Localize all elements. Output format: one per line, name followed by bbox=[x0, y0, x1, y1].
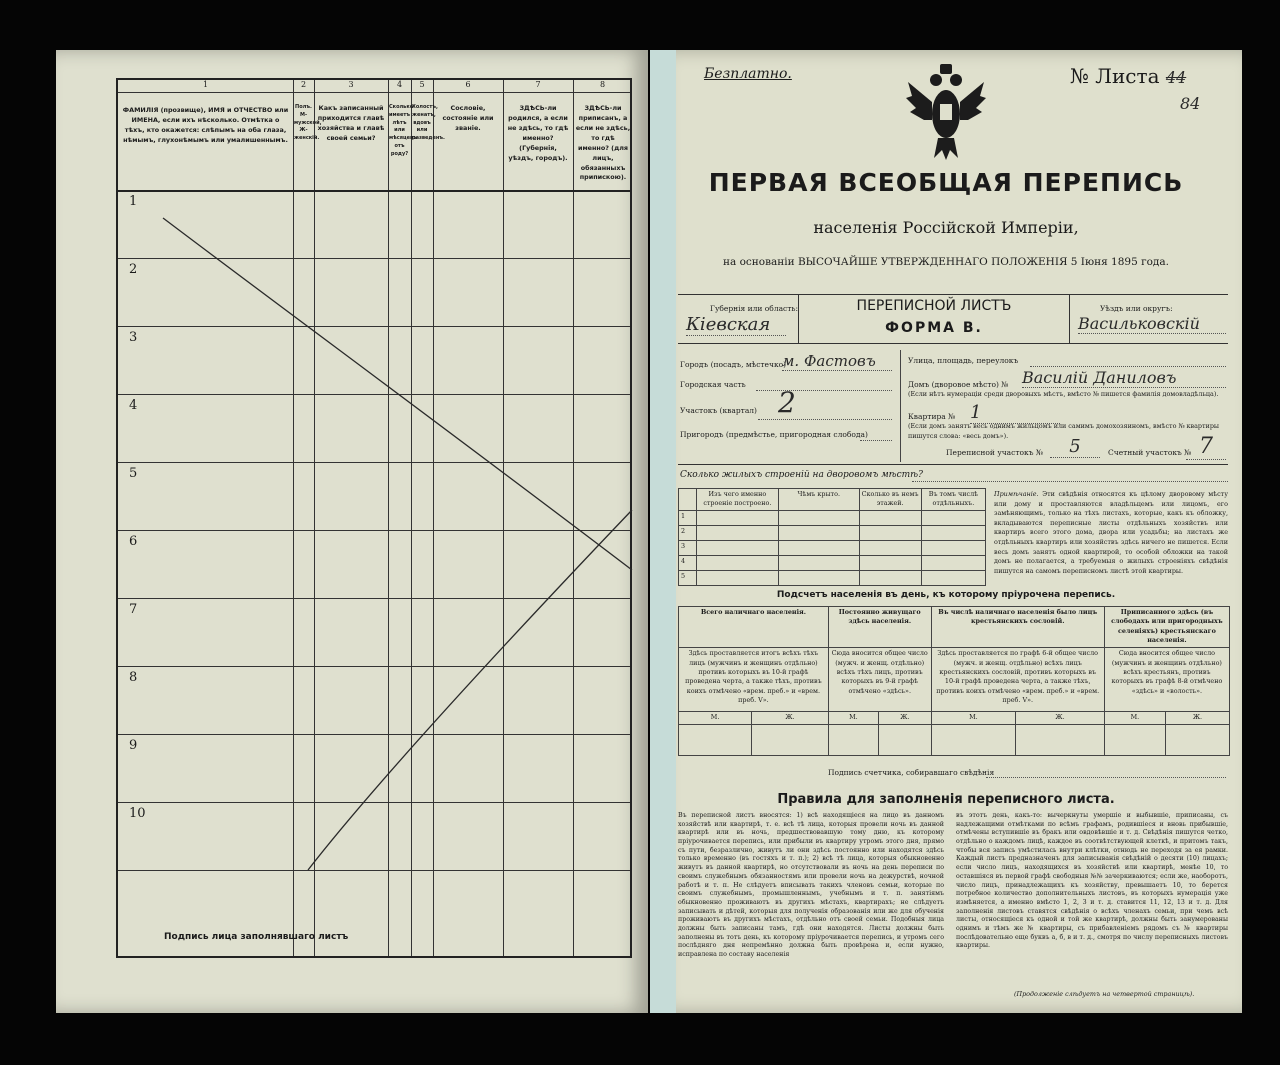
row-number: 9 bbox=[129, 738, 138, 753]
buildings-row-number: 3 bbox=[679, 540, 697, 555]
census-district-label: Переписной участокъ № bbox=[946, 448, 1043, 457]
rules-column-left: Въ переписной листъ вносятся: 1) всѣ находящіеся на лицо въ данномъ хозяйствѣ или квартирѣ, т. е. всѣ тѣ лица, которыя провели ночь въ данной квартирѣ или въ ночь, предшествовавшую тому дню, къ которому пріурочивается перепись, или прибыли въ квартиру утромъ этого дня, прямо съ пути, безразлично, живутъ ли они здѣсь постоянно или находятся здѣсь только временно (въ гостяхъ и т. п.); 2) всѣ тѣ лица, которыя обыкновенно живутъ въ данной квартирѣ, но отсутствовали въ ночь на день переписи по своимъ служебнымъ обязанностямъ или провели ночь на дежурствѣ, ночной работѣ и т. п. Не слѣдуетъ вписывать такихъ членовъ семьи, которые по своимъ служебнымъ, промышленнымъ, учебнымъ и т. п. занятіямъ обыкновенно проживаютъ въ другихъ мѣстахъ, квартирахъ; не слѣдуетъ записывать и дѣтей, которыя для полученія образованія или же для обученія проживаютъ въ другихъ мѣстахъ, отдѣльно отъ своей семьи. Подобныя лица должны быть записаны тамъ, гдѣ они находятся. Листы должны быть заполнены въ тотъ день, къ которому пріурочивается перепись, и утромъ сего послѣдняго дня непремѣнно должна быть провѣрена и, если нужно, исправлена по составу населенія bbox=[678, 812, 944, 958]
right-page bbox=[650, 50, 1242, 1013]
column-number: 3 bbox=[348, 80, 354, 89]
count-col-registered-text: Сюда вносится общее число (мужчинъ и женщинъ отдѣльно) всѣхъ крестьянъ, противъ которыхъ въ графѣ 8-й отмѣчено «здѣсь» и «волость». bbox=[1104, 648, 1229, 712]
note-heading: Примѣчаніе. bbox=[994, 490, 1039, 498]
count-district-label: Счетный участокъ № bbox=[1108, 448, 1192, 457]
row-number: 3 bbox=[129, 330, 138, 345]
row-number: 5 bbox=[129, 466, 138, 481]
buildings-note bbox=[994, 490, 1228, 576]
sheet-number-value: 44 bbox=[1165, 68, 1187, 87]
buildings-row-number: 4 bbox=[679, 555, 697, 570]
column-header-registration: ЗДѢСЬ-ли приписанъ, а если не здѣсь, то гдѣ именно? (для лицъ, обязанныхъ припискою). bbox=[575, 104, 631, 182]
buildings-table bbox=[678, 488, 986, 586]
apartment-note: (Если домъ занятъ весь однимъ жильцомъ или самимъ домохозяиномъ, вмѣсто № квартиры пишутся слова: «весь домъ»). bbox=[908, 422, 1219, 440]
buildings-row-number: 2 bbox=[679, 525, 697, 540]
female-label: Ж. bbox=[879, 712, 932, 725]
suburb-field bbox=[860, 438, 892, 441]
cross-out-strokes bbox=[118, 80, 634, 960]
male-label: М. bbox=[1104, 712, 1165, 725]
count-col-resident-head: Постоянно живущаго здѣсь населенія. bbox=[828, 607, 931, 648]
rules-column-right: въ этотъ день, какъ-то: вычеркнуты умершіе и выбывшіе, приписаны, съ надлежащими отмѣтками по всѣмъ графамъ, родившіеся и вновь прибывшіе, отмѣчены вступившіе въ бракъ или овдовѣвшіе и т. д. Свѣдѣнія пишутся четко, отдѣльно о каждомъ лицѣ, каждое въ соотвѣтствующей клеткѣ, и притомъ такъ, чтобы вся запись умѣстилась внутри клѣтки, отнюдь не переходя за ея рамки. Каждый листъ предназначенъ для записыванія свѣдѣній о десяти (10) лицахъ; если число лицъ, находящихся въ хозяйствѣ или квартирѣ, менѣе 10, то оставшіяся въ первой графѣ свободныя №№ зачеркиваются; если же, наоборотъ, число лицъ, принадлежащихъ къ хозяйству, превышаетъ 10, то берется потребное количество дополнительныхъ листовъ, въ которыхъ нумерація уже измѣняется, а именно вмѣсто 1, 2, 3 и т. д. ставится 11, 12, 13 и т. д. Для заполненія листовъ ставятся свѣдѣнія о всѣхъ членахъ семьи, при чемъ всѣ листы, относящіеся къ одной и той же квартирѣ, должны быть занумерованы однимъ и тѣмъ же № квартиры, съ прибавленіемъ рядомъ съ № квартиры послѣдовательно еще буквъ а, б, в и т. д., смотря по числу переписныхъ листовъ квартиры. bbox=[956, 812, 1228, 950]
house-note: (Если нѣтъ нумераціи среди дворовыхъ мѣстъ, вмѣсто № пишется фамилія домовладѣльца). bbox=[908, 390, 1219, 398]
row-number: 10 bbox=[129, 806, 146, 821]
province-value: Кіевская bbox=[686, 314, 786, 336]
continuation-note: (Продолженіе слѣдуетъ на четвертой страницѣ). bbox=[1014, 990, 1195, 998]
legal-basis: на основаніи ВЫСОЧАЙШЕ УТВЕРЖДЕННАГО ПОЛОЖЕНІЯ 5 Іюня 1895 года. bbox=[722, 256, 1169, 268]
column-header-marital: Холостъ, женатъ, вдовъ или разведенъ. bbox=[412, 104, 445, 141]
buildings-header-material: Изъ чего именно строеніе построено. bbox=[696, 489, 778, 511]
apartment-label: Квартира № bbox=[908, 412, 956, 421]
male-label: М. bbox=[828, 712, 878, 725]
count-col-peasant-head: Въ числѣ наличнаго населенія было лицъ крестьянскихъ сословій. bbox=[931, 607, 1104, 648]
count-district-value: 7 bbox=[1186, 434, 1226, 460]
province-label: Губернія или область: bbox=[710, 304, 799, 313]
form-letter: ФОРМА В. bbox=[885, 320, 983, 336]
column-number: 4 bbox=[396, 80, 403, 89]
row-number: 2 bbox=[129, 262, 138, 277]
female-label: Ж. bbox=[1016, 712, 1105, 725]
row-number: 4 bbox=[129, 398, 138, 413]
column-header-age: Сколько имеетъ лѣтъ или мѣсяцевъ отъ роду? bbox=[389, 104, 417, 157]
column-number: 6 bbox=[465, 80, 471, 89]
sheet-number-text: № Листа bbox=[1070, 64, 1160, 88]
suburb-label: Пригородъ (предмѣстье, пригородная слобода) bbox=[680, 430, 868, 439]
column-number: 8 bbox=[599, 80, 606, 89]
buildings-header-roof: Чѣмъ крыто. bbox=[779, 489, 859, 511]
row-number: 6 bbox=[129, 534, 138, 549]
row-number: 7 bbox=[129, 602, 138, 617]
free-label: Безплатно. bbox=[704, 66, 792, 82]
town-value: м. Фастовъ bbox=[782, 352, 892, 371]
imperial-eagle-emblem bbox=[906, 62, 986, 162]
row-number: 1 bbox=[129, 194, 138, 209]
quarter-value: 2 bbox=[758, 386, 892, 420]
column-number: 2 bbox=[300, 80, 307, 89]
row-number: 8 bbox=[129, 670, 138, 685]
buildings-row-number: 1 bbox=[679, 510, 697, 525]
buildings-header-separate: Въ томъ числѣ отдѣльныхъ. bbox=[921, 489, 985, 511]
count-col-total-head: Всего наличнаго населенія. bbox=[679, 607, 829, 648]
town-part-label: Городская часть bbox=[680, 380, 746, 389]
quarter-label: Участокъ (квартал) bbox=[680, 406, 757, 415]
column-number: 1 bbox=[202, 80, 209, 89]
left-page bbox=[56, 50, 648, 1013]
count-col-peasant-text: Здѣсь проставляется по графѣ 6-й общее число (мужч. и женщ. отдѣльно) всѣхъ лицъ крестьянскихъ сословій, противъ которыхъ въ 10-й графѣ проведена черта, а также тѣхъ, противъ коихъ отмѣчено «врем. преб.» и «врем. преб. V». bbox=[931, 648, 1104, 712]
town-label: Городъ (посадъ, мѣстечко) bbox=[680, 360, 787, 369]
count-col-total-text: Здѣсь проставляется итогъ всѣхъ тѣхъ лицъ (мужчинъ и женщинъ отдѣльно) противъ которыхъ въ 10-й графѣ проведена черта, а также тѣхъ, противъ коихъ отмѣчено «врем. преб.» и «врем. преб. V». bbox=[679, 648, 829, 712]
census-district-value: 5 bbox=[1050, 436, 1100, 458]
house-value: Василій Даниловъ bbox=[1022, 368, 1226, 388]
sheet-number-correction: 84 bbox=[1180, 94, 1201, 113]
page-subtitle: населенія Россійской Имперіи, bbox=[813, 218, 1079, 237]
enumerator-signature-label: Подпись счетчика, собиравшаго свѣдѣнія bbox=[828, 768, 995, 777]
district-label: Уѣздъ или округъ: bbox=[1100, 304, 1173, 313]
buildings-row-number: 5 bbox=[679, 570, 697, 585]
page-title: ПЕРВАЯ ВСЕОБЩАЯ ПЕРЕПИСЬ bbox=[708, 168, 1184, 197]
district-value: Васильковскій bbox=[1078, 314, 1226, 334]
column-number: 5 bbox=[419, 80, 425, 89]
column-header-birthplace: ЗДѢСЬ-ли родился, а если не здѣсь, то гдѣ именно? (Губернія, уѣздъ, городъ). bbox=[507, 104, 569, 162]
census-table bbox=[116, 78, 632, 958]
sheet-number-label bbox=[1070, 64, 1186, 88]
note-text: Эти свѣдѣнія относятся къ цѣлому дворовому мѣсту или дому и проставляются владѣльцемъ или лицомъ, его замѣняющимъ, только на тѣхъ листахъ, которые, какъ къ обложку, вкладываются переписные листы отдѣльныхъ хозяйствъ или квартиръ всего этого дома, двора или усадьбы; на листахъ же отдѣльныхъ квартиръ или хозяйствъ здѣсь ничего не пишется. Если весь домъ занятъ одной квартирой, то особой обложки на такой домъ не полагается, а требуемыя о жилыхъ строеніяхъ свѣдѣнія пишутся на самомъ переписномъ листѣ этой квартиры. bbox=[994, 490, 1228, 575]
street-label: Улица, площадь, переулокъ bbox=[908, 356, 1019, 365]
column-header-relation: Какъ записанный приходится главѣ хозяйства и главѣ своей семьи? bbox=[317, 104, 385, 142]
filler-signature-label: Подпись лица заполнявшаго листъ bbox=[164, 932, 349, 942]
count-col-resident-text: Сюда вносится общее число (мужч. и женщ. отдѣльно) всѣхъ тѣхъ лицъ, противъ которыхъ въ 9-й графѣ отмѣчено «здѣсь». bbox=[828, 648, 931, 712]
population-count-table bbox=[678, 606, 1230, 756]
house-label: Домъ (дворовое мѣсто) № bbox=[908, 380, 1009, 389]
count-col-registered-head: Приписанного здѣсь (въ слободахъ или пригородныхъ селеніяхъ) крестьянскаго населенія. bbox=[1104, 607, 1229, 648]
column-header-sex: Полъ. М-мужской, Ж-женскій. bbox=[294, 104, 322, 141]
form-title: ПЕРЕПИСНОЙ ЛИСТЪ bbox=[856, 298, 1012, 314]
count-heading: Подсчетъ населенія въ день, къ которому пріурочена перепись. bbox=[776, 590, 1116, 600]
buildings-question: Сколько жилыхъ строеній на дворовомъ мѣстѣ? bbox=[680, 470, 923, 480]
column-header-estate: Сословіе, состояніе или званіе. bbox=[442, 104, 494, 132]
street-field bbox=[1030, 364, 1226, 367]
buildings-header-floors: Сколько въ немъ этажей. bbox=[859, 489, 921, 511]
column-header-name: ФАМИЛІЯ (прозвище), ИМЯ и ОТЧЕСТВО или ИМЕНА, если ихъ нѣсколько. Отмѣтка о тѣхъ, кто окажется: слѣпымъ на оба глаза, нѣмымъ, глухонѣмымъ или умалишеннымъ. bbox=[122, 106, 289, 144]
female-label: Ж. bbox=[1165, 712, 1229, 725]
column-number: 7 bbox=[535, 80, 541, 89]
apartment-value: 1 bbox=[970, 402, 1060, 424]
male-label: М. bbox=[931, 712, 1016, 725]
page-spine bbox=[650, 50, 676, 1013]
rules-title: Правила для заполненія переписного листа. bbox=[777, 792, 1115, 807]
female-label: Ж. bbox=[752, 712, 829, 725]
male-label: М. bbox=[679, 712, 752, 725]
